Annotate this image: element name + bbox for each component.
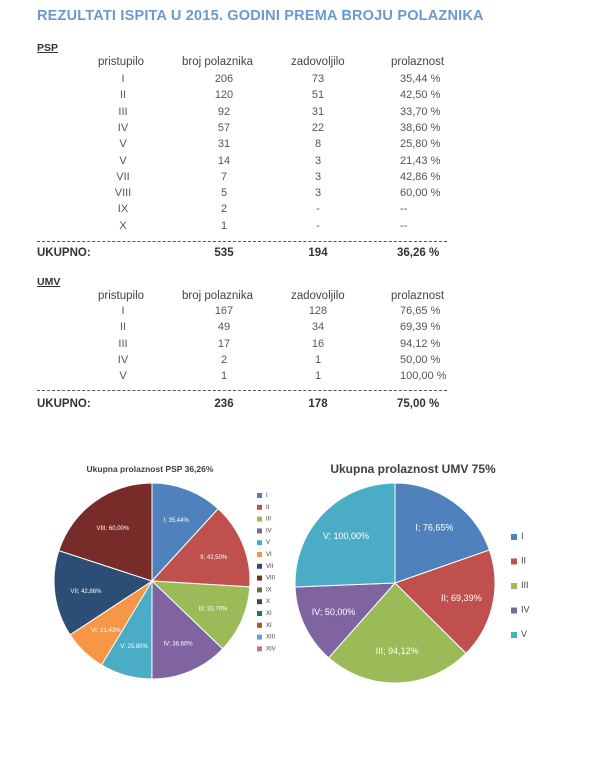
umv-total-zadovoljilo: 178 <box>308 398 328 410</box>
legend-label-XIII: XIII <box>266 634 276 641</box>
slice-label-III: III; 33,70% <box>198 606 228 613</box>
legend-swatch-I <box>511 534 517 540</box>
umv-header-prolaznost: prolaznost <box>391 290 445 302</box>
psp-row-5-zadovoljilo: 8 <box>314 138 322 151</box>
psp-total-prolaznost: 36,26 % <box>397 247 440 259</box>
slice-label-IV: IV; 50,00% <box>311 607 356 618</box>
legend-label-I: I <box>266 493 268 499</box>
slice-label-V: V; 100,00% <box>322 530 370 541</box>
psp-row-1-broj: 206 <box>214 73 234 85</box>
legend-label-III: III <box>521 580 529 590</box>
slice-label-V: V; 25,80% <box>120 644 148 651</box>
legend-label-VIII: VIII <box>266 575 276 582</box>
psp-total-zadovoljilo: 194 <box>308 247 328 259</box>
psp-row-4-zadovoljilo: 22 <box>311 121 325 134</box>
legend-swatch-III <box>257 517 262 522</box>
umv-row-4-broj: 2 <box>220 353 228 366</box>
legend-swatch-XIII <box>257 635 262 640</box>
legend-label-VII: VII <box>266 563 274 570</box>
chart-title: Ukupna prolaznost PSP 36,26% <box>86 464 214 474</box>
umv-total-broj: 236 <box>214 398 234 410</box>
psp-row-9-zadovoljilo: - <box>316 203 320 216</box>
umv-row-3-broj: 17 <box>217 337 231 350</box>
legend-swatch-III <box>511 583 517 589</box>
umv-row-4-zadovoljilo: 1 <box>314 353 322 366</box>
psp-row-6-zadovoljilo: 3 <box>314 154 322 167</box>
legend-label-VI: VI <box>266 552 272 558</box>
legend-label-IX: IX <box>266 587 272 594</box>
legend-swatch-V <box>511 632 517 638</box>
psp-row-9-prolaznost: -- <box>400 203 408 216</box>
umv-row-5-zadovoljilo: 1 <box>314 370 322 383</box>
psp-row-3-prolaznost: 33,70 % <box>400 105 441 118</box>
slice-label-II: II; 69,39% <box>441 592 482 603</box>
legend-swatch-XIV <box>257 646 262 651</box>
psp-row-3-zadovoljilo: 31 <box>311 105 325 118</box>
psp-row-9-broj: 2 <box>220 203 228 216</box>
psp-row-4-pristupilo: IV <box>117 121 129 134</box>
psp-row-3-pristupilo: III <box>118 105 128 118</box>
psp-row-5-pristupilo: V <box>119 138 127 151</box>
slice-label-I: I; 35,44% <box>163 517 189 524</box>
legend-swatch-II <box>511 559 517 565</box>
legend-swatch-XI <box>257 611 262 616</box>
psp-row-5-prolaznost: 25,80 % <box>400 138 441 151</box>
psp-row-8-pristupilo: VIII <box>114 187 132 200</box>
legend-label-V: V <box>266 540 271 547</box>
psp-header-pristupilo: pristupilo <box>98 56 145 68</box>
psp-header-zadovoljilo: zadovoljilo <box>291 56 345 68</box>
psp-row-6-prolaznost: 21,43 % <box>400 154 441 167</box>
psp-total-broj: 535 <box>214 247 234 259</box>
psp-row-7-broj: 7 <box>220 170 228 183</box>
psp-total-label: UKUPNO: <box>37 247 91 259</box>
umv-header-pristupilo: pristupilo <box>98 290 145 302</box>
legend-swatch-I <box>257 493 262 498</box>
slice-label-I: I; 76,65% <box>415 522 454 533</box>
legend-swatch-X <box>257 599 262 604</box>
psp-row-10-broj: 1 <box>220 219 228 232</box>
umv-row-3-pristupilo: III <box>118 337 128 350</box>
umv-row-5-pristupilo: V <box>119 370 127 383</box>
legend-swatch-IV <box>511 608 517 614</box>
legend-swatch-VI <box>257 552 262 557</box>
page-title: REZULTATI ISPITA U 2015. GODINI PREMA BROJU POLAZNIKA <box>37 8 484 24</box>
umv-row-2-broj: 49 <box>217 321 231 334</box>
slice-label-VI: VI; 21,43% <box>91 628 121 635</box>
psp-row-9-pristupilo: IX <box>117 203 129 216</box>
legend-label-II: II <box>266 504 270 511</box>
umv-header-broj: broj polaznika <box>182 290 253 302</box>
umv-row-2-prolaznost: 69,39 % <box>400 321 441 334</box>
psp-row-7-pristupilo: VII <box>116 170 130 183</box>
umv-row-4-pristupilo: IV <box>117 353 129 366</box>
psp-row-7-zadovoljilo: 3 <box>314 170 322 183</box>
psp-header-prolaznost: prolaznost <box>391 56 445 68</box>
slice-label-VIII: VIII; 60,00% <box>96 526 130 533</box>
slice-label-IV: IV; 38,60% <box>163 641 193 648</box>
umv-row-3-prolaznost: 94,12 % <box>400 337 441 350</box>
legend-label-IV: IV <box>266 528 272 535</box>
umv-total-prolaznost: 75,00 % <box>397 398 440 410</box>
psp-row-6-pristupilo: V <box>119 154 127 167</box>
umv-header-zadovoljilo: zadovoljilo <box>291 290 345 302</box>
umv-pie-chart <box>280 455 580 705</box>
slice-label-VII: VII; 42,86% <box>70 588 102 595</box>
umv-row-1-pristupilo: I <box>121 305 125 317</box>
legend-label-IV: IV <box>521 604 530 615</box>
legend-swatch-XI <box>257 623 262 628</box>
psp-row-6-broj: 14 <box>217 154 231 167</box>
slice-label-II: II; 42,50% <box>200 554 228 561</box>
psp-row-5-broj: 31 <box>217 138 231 151</box>
legend-swatch-IX <box>257 587 262 592</box>
legend-swatch-VIII <box>257 576 262 581</box>
psp-row-10-zadovoljilo: - <box>316 219 320 232</box>
umv-row-1-broj: 167 <box>214 305 234 317</box>
slice-label-III: III; 94,12% <box>375 645 419 656</box>
psp-pie-chart <box>0 455 300 705</box>
psp-row-1-zadovoljilo: 73 <box>311 73 325 85</box>
psp-divider <box>37 241 447 242</box>
legend-label-II: II <box>521 555 527 566</box>
umv-row-1-zadovoljilo: 128 <box>308 305 328 317</box>
umv-divider <box>37 390 447 391</box>
legend-swatch-VII <box>257 564 262 569</box>
psp-row-2-prolaznost: 42,50 % <box>400 89 441 102</box>
psp-row-1-prolaznost: 35,44 % <box>400 73 441 85</box>
umv-row-2-pristupilo: II <box>119 321 127 334</box>
legend-label-XI: XI <box>266 622 272 629</box>
psp-row-2-zadovoljilo: 51 <box>311 89 325 102</box>
psp-row-7-prolaznost: 42,86 % <box>400 170 441 183</box>
chart-title: Ukupna prolaznost UMV 75% <box>330 462 496 476</box>
legend-label-I: I <box>521 531 524 541</box>
psp-row-2-pristupilo: II <box>119 89 127 102</box>
psp-row-8-zadovoljilo: 3 <box>314 187 322 200</box>
legend-label-X: X <box>266 599 271 606</box>
psp-row-8-prolaznost: 60,00 % <box>400 187 441 200</box>
psp-row-10-pristupilo: X <box>119 219 127 232</box>
legend-label-XIV: XIV <box>266 646 276 653</box>
psp-row-2-broj: 120 <box>214 89 234 102</box>
psp-row-8-broj: 5 <box>220 187 228 200</box>
psp-section-label: PSP <box>37 42 59 54</box>
umv-row-1-prolaznost: 76,65 % <box>400 305 441 317</box>
legend-swatch-II <box>257 505 262 510</box>
legend-label-V: V <box>521 629 528 639</box>
psp-row-1-pristupilo: I <box>121 73 125 85</box>
psp-row-10-prolaznost: -- <box>400 219 408 232</box>
psp-row-4-prolaznost: 38,60 % <box>400 121 441 134</box>
umv-row-4-prolaznost: 50,00 % <box>400 353 441 366</box>
psp-row-4-broj: 57 <box>217 121 231 134</box>
legend-swatch-V <box>257 540 262 545</box>
umv-total-label: UKUPNO: <box>37 398 91 410</box>
umv-row-3-zadovoljilo: 16 <box>311 337 325 350</box>
psp-header-broj: broj polaznika <box>182 56 253 68</box>
legend-label-XI: XI <box>266 611 272 617</box>
umv-row-5-broj: 1 <box>220 370 228 383</box>
umv-row-2-zadovoljilo: 34 <box>311 321 325 334</box>
umv-row-5-prolaznost: 100,00 % <box>400 370 447 383</box>
umv-section-label: UMV <box>37 276 61 288</box>
legend-swatch-IV <box>257 528 262 533</box>
legend-label-III: III <box>266 516 272 523</box>
psp-row-3-broj: 92 <box>217 105 231 118</box>
